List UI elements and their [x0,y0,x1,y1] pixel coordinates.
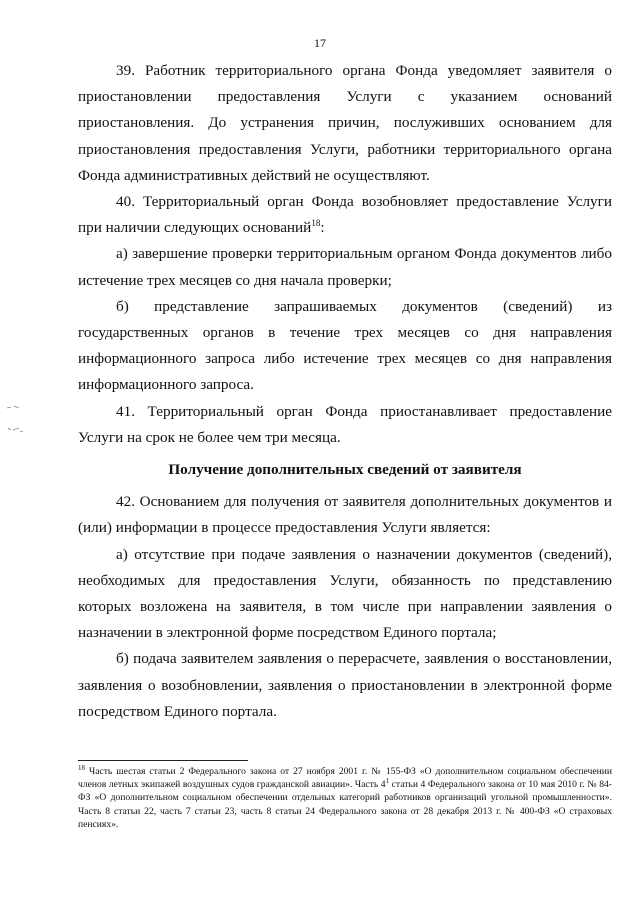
paragraph-42-a: а) отсутствие при подаче заявления о назначении документов (сведений), необходимых для предоставления Услуги, обязанность по представлению которых возложена на заявителя, в том числе при направлении заявления о назначении в электронной форме посредством Единого портала; [78,545,612,642]
scan-margin-marks [4,400,26,440]
page-number: 17 [314,36,326,50]
paragraph-40 [78,189,612,241]
footnote-marker: 18 [78,764,85,772]
paragraph-42-b: б) подача заявителем заявления о перерасчете, заявления о восстановлении, заявления о возобновлении, заявления о приостановлении в электронной форме посредством Единого портала. [78,650,612,720]
footnote-separator [78,760,248,761]
paragraph-40-b: б) представление запрашиваемых документов (сведений) из государственных органов в течение трех месяцев со дня направления информационного запроса либо истечение трех месяцев со дня направления информационного запроса. [78,297,612,394]
paragraph-40-a: а) завершение проверки территориальным органом Фонда документов либо истечение трех месяцев со дня начала проверки; [78,245,612,289]
footnote-text-2: статьи 4 Федерального закона от 10 мая 2010 г. № 84-ФЗ «О дополнительном социальном обеспечении отдельных категорий работников организаций угольной промышленности». Часть 8 статьи 22, часть 7 статьи 23, часть 8 статьи 24 Федерального закона от 28 декабря 2013 г. № 400-ФЗ «О страховых пенсиях». [78,779,612,830]
footnote-ref-18: 18 [311,218,321,229]
paragraph-42: 42. Основанием для получения от заявителя дополнительных документов и (или) информации в процессе предоставления Услуги является: [78,493,612,537]
paragraph-39: 39. Работник территориального органа Фонда уведомляет заявителя о приостановлении предоставления Услуги с указанием оснований приостановления. До устранения причин, послуживших основанием для приостановления предоставления Услуги, работники территориального органа Фонда административных действий не осуществляют. [78,62,612,184]
document-body [78,58,612,725]
footnote-18 [78,765,612,831]
paragraph-41: 41. Территориальный орган Фонда приостанавливает предоставление Услуги на срок не более чем три месяца. [78,402,612,446]
footnote-text-1: Часть шестая статьи 2 Федерального закона от 27 ноября 2001 г. № 155-ФЗ «О дополнительном социальном обеспечении членов летных экипажей воздушных судов гражданской авиации». Часть 4 [78,766,612,791]
footnote-inner-sup: 1 [385,777,390,786]
paragraph-40-text: 40. Территориальный орган Фонда возобновляет предоставление Услуги при наличии следующих оснований [78,193,612,237]
paragraph-40-colon: : [320,219,325,237]
section-heading: Получение дополнительных сведений от заявителя [168,461,522,479]
